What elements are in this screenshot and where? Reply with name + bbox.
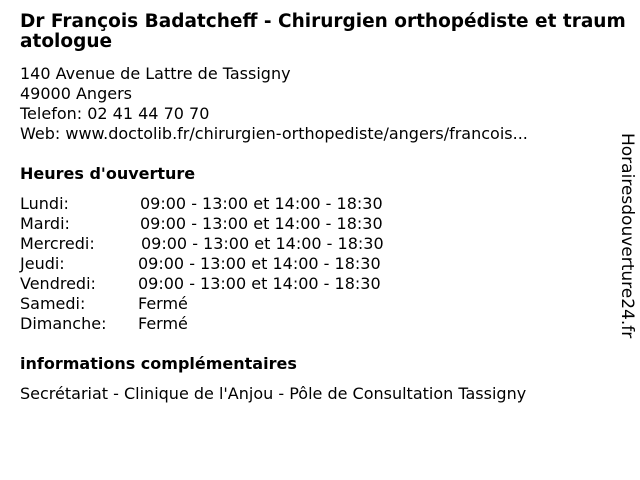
time-value: 09:00 - 13:00 et 14:00 - 18:30 bbox=[140, 194, 383, 213]
time-value: 09:00 - 13:00 et 14:00 - 18:30 bbox=[138, 274, 381, 293]
time-value: 09:00 - 13:00 et 14:00 - 18:30 bbox=[141, 234, 384, 253]
page-title: Dr François Badatcheff - Chirurgien orthopédiste et traumatologue bbox=[20, 11, 626, 52]
day-label: Samedi: bbox=[20, 294, 86, 313]
time-value: 09:00 - 13:00 et 14:00 - 18:30 bbox=[140, 214, 383, 233]
day-label: Mardi: bbox=[20, 214, 70, 233]
additional-info-heading: informations complémentaires bbox=[20, 354, 297, 373]
website-link[interactable]: Web: www.doctolib.fr/chirurgien-orthopediste/angers/francois... bbox=[20, 124, 528, 143]
phone-number: Telefon: 02 41 44 70 70 bbox=[20, 104, 210, 123]
time-value: Fermé bbox=[138, 314, 188, 333]
day-label: Vendredi: bbox=[20, 274, 96, 293]
day-label: Mercredi: bbox=[20, 234, 95, 253]
time-value: 09:00 - 13:00 et 14:00 - 18:30 bbox=[138, 254, 381, 273]
opening-hours-heading: Heures d'ouverture bbox=[20, 164, 196, 183]
day-label: Dimanche: bbox=[20, 314, 107, 333]
time-value: Fermé bbox=[138, 294, 188, 313]
contact-block bbox=[20, 64, 528, 144]
address-city: 49000 Angers bbox=[20, 84, 132, 103]
day-label: Lundi: bbox=[20, 194, 69, 213]
address-street: 140 Avenue de Lattre de Tassigny bbox=[20, 64, 291, 83]
day-label: Jeudi: bbox=[20, 254, 65, 273]
site-watermark: Horairesdouverture24.fr bbox=[617, 133, 637, 339]
additional-info-text: Secrétariat - Clinique de l'Anjou - Pôle de Consultation Tassigny bbox=[20, 384, 527, 403]
